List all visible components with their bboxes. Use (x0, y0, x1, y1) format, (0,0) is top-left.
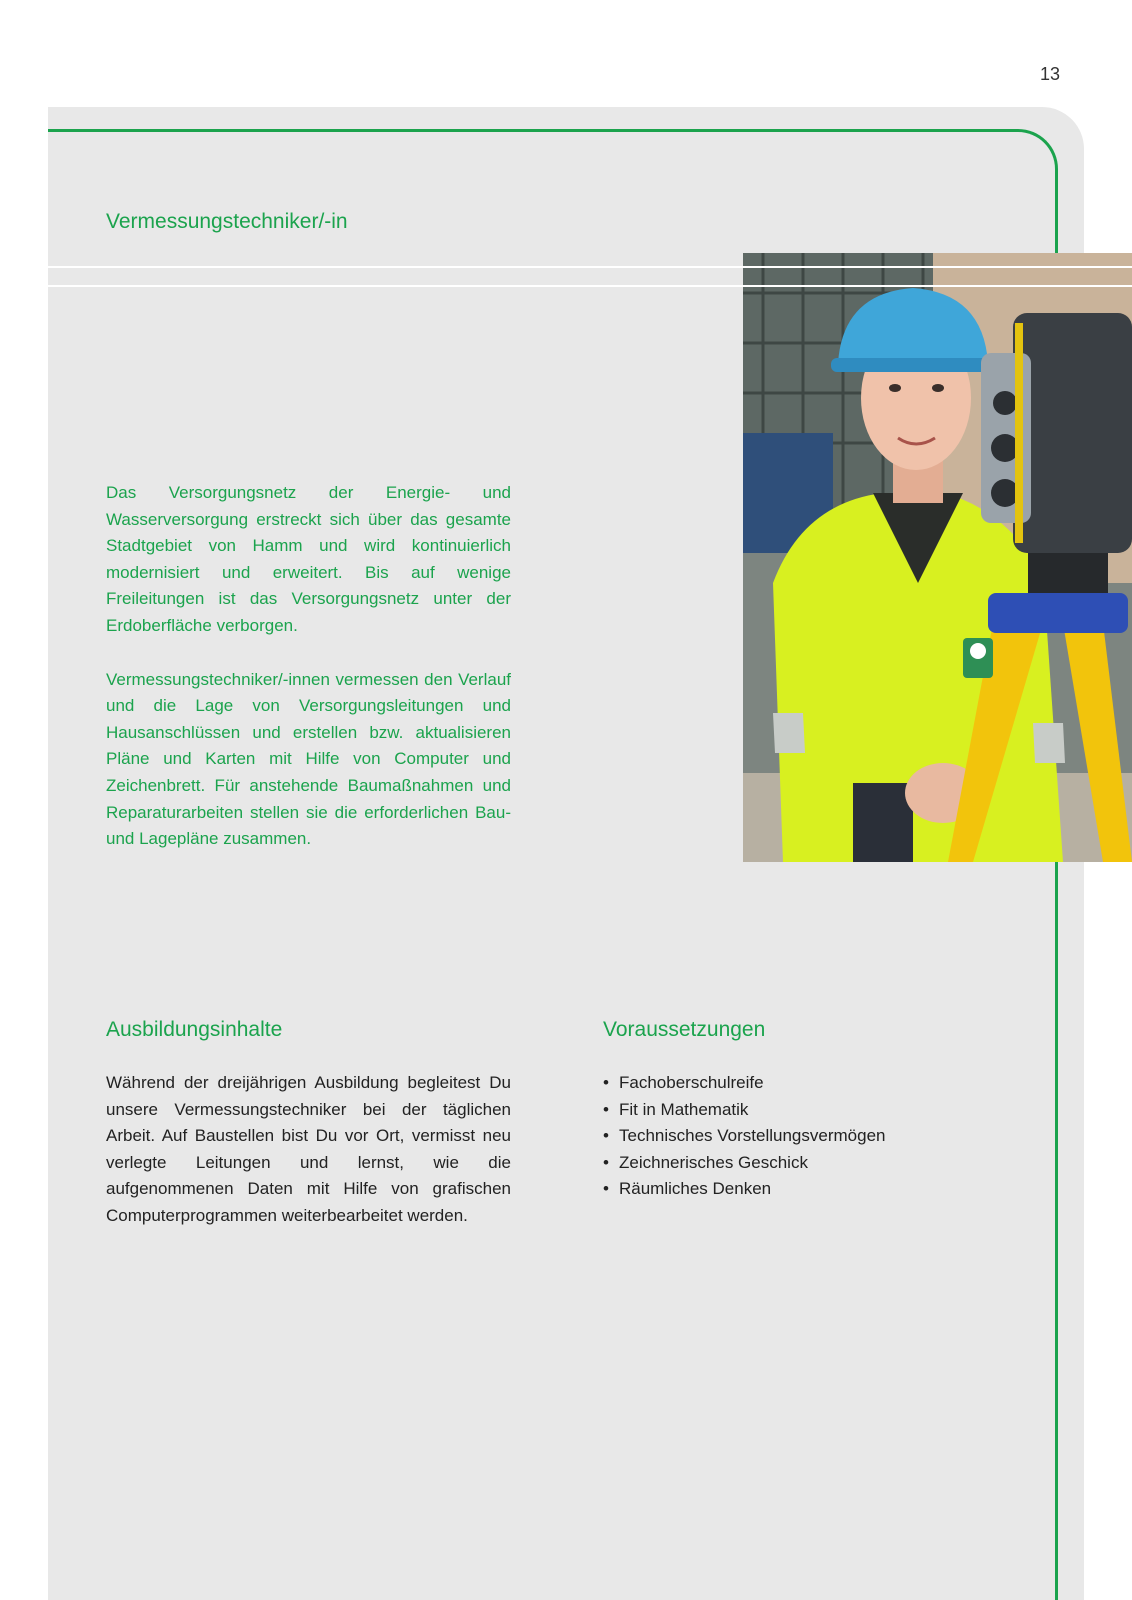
white-rule-top (48, 266, 1132, 268)
requirement-item: • Zeichnerisches Geschick (603, 1150, 1023, 1177)
training-heading: Ausbildungsinhalte (106, 1018, 283, 1041)
page-number: 13 (1040, 64, 1061, 84)
intro-paragraph: Das Versorgungsnetz der Energie- und Wasserversorgung erstreckt sich über das gesamte Stadtgebiet von Hamm und wird kontinuierlich modernisiert und erweitert. Bis auf wenige Freileitungen ist das Versorgungsnetz unter der Erdoberfläche verborgen. (106, 483, 511, 635)
intro-paragraph: Vermessungstechniker/-innen vermessen den Verlauf und die Lage von Versorgungsleitungen und Hausanschlüssen und erstellen bzw. aktualisieren Pläne und Karten mit Hilfe von Computer und Zeichenbrett. Für anstehende Baumaßnahmen und Reparaturarbeiten stellen sie die erforderlichen Bau- und Lagepläne zusammen. (106, 669, 511, 849)
training-section (106, 1018, 511, 1230)
training-body: Während der dreijährigen Ausbildung begleitest Du unsere Vermessungstechniker bei der täglichen Arbeit. Auf Baustellen bist Du vor Ort, vermisst neu verlegte Leitungen und lernst, wie die aufgenommenen Daten mit Hilfe von grafischen Computerprogrammen weiterbearbeitet werden. (106, 1073, 511, 1225)
requirement-item: • Fit in Mathematik (603, 1097, 1023, 1124)
requirement-item: • Technisches Vorstellungsvermögen (603, 1123, 1023, 1150)
requirement-item: • Räumliches Denken (603, 1176, 1023, 1203)
requirement-item: • Fachoberschulreife (603, 1070, 1023, 1097)
surveyor-photo (743, 253, 1132, 862)
requirements-list (603, 1070, 1023, 1203)
page-title: Vermessungstechniker/-in (106, 210, 348, 233)
requirements-section (603, 1018, 1023, 1203)
requirements-heading: Voraussetzungen (603, 1018, 766, 1041)
intro-text (106, 480, 511, 880)
white-rule-bottom (48, 285, 1132, 287)
